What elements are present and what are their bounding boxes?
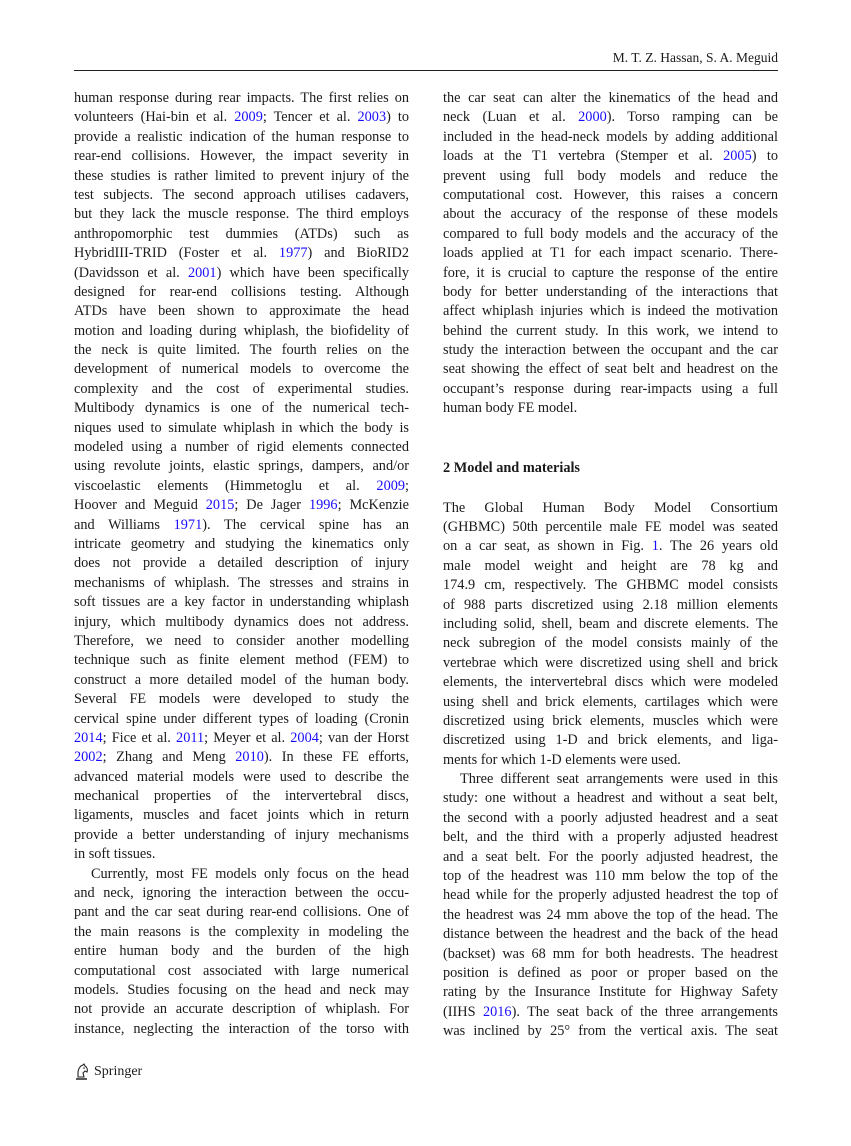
text-line: belt, and the third with a properly adjusted headrest — [443, 829, 778, 846]
text-line: human response during rear impacts. The first relies on — [74, 90, 409, 106]
text-line: of 988 parts discretized using 2.18 million elements — [443, 596, 778, 613]
text-line: ligaments, muscles and facet joints which in return — [74, 807, 409, 824]
citation-link[interactable]: 2004 — [290, 729, 319, 746]
text-line: (GHBMC) 50th percentile male FE model was seated — [443, 519, 778, 535]
citation-link[interactable]: 2005 — [723, 148, 752, 165]
text-line: behind the current study. In this work, we intend to — [443, 322, 778, 339]
text-line: male model weight and height are 78 kg and — [443, 557, 778, 574]
text-line: provide a realistic indication of the human response to — [74, 128, 409, 145]
citation-link[interactable]: 2000 — [578, 109, 607, 126]
text-line: test subjects. The second approach utilises cadavers, — [74, 186, 409, 203]
text-line: 2014; Fice et al. 2011; Meyer et al. 2004; van der Horst — [74, 729, 409, 746]
text-line: but they lack the muscle response. The third employs — [74, 206, 409, 223]
spacer — [443, 478, 778, 499]
text-line: cervical spine under different types of loading (Cronin — [74, 710, 409, 727]
text-line: modeled using a number of rigid elements connected — [74, 439, 409, 456]
text-line: volunteers (Hai-bin et al. 2009; Tencer et al. 2003) to — [74, 109, 409, 126]
publisher-name: Springer — [94, 1064, 143, 1079]
citation-link[interactable]: 1 — [651, 538, 659, 555]
citation-link[interactable]: 1996 — [308, 497, 338, 514]
text-line: included in the head-neck models by adding additional — [443, 128, 778, 145]
text-line: Several FE models were developed to study the — [74, 691, 409, 708]
citation-link[interactable]: 2014 — [74, 729, 103, 746]
text-line: study the interaction between the occupant and the car — [443, 342, 778, 359]
springer-knight-icon — [74, 1063, 90, 1081]
text-line: ATDs have been shown to approximate the head — [74, 303, 409, 320]
text-line: soft tissues are a key factor in understanding whiplash — [74, 594, 409, 611]
text-line: on a car seat, as shown in Fig. 1. The 26 years old — [443, 538, 778, 555]
text-line: including solid, shell, beam and discrete elements. The — [443, 615, 778, 632]
text-line: and Williams 1971). The cervical spine has an — [74, 516, 409, 533]
citation-link[interactable]: 2016 — [482, 1003, 512, 1020]
text-line: head while for the properly adjusted headrest the top of — [443, 887, 778, 904]
text-line: intricate geometry and studying the kinematics only — [74, 535, 409, 552]
text-line: advanced material models were used to describe the — [74, 768, 409, 785]
text-line: the neck is quite limited. The fourth relies on the — [74, 342, 409, 359]
header-rule — [74, 70, 778, 71]
text-line: study: one without a headrest and without a seat belt, — [443, 790, 778, 807]
text-line: discretized using 1-D and brick elements, and liga- — [443, 732, 778, 749]
text-line: Therefore, we need to consider another modelling — [74, 632, 409, 649]
text-line: discretized using brick elements, muscles which were — [443, 712, 778, 729]
text-line: entire human body and the burden of the high — [74, 943, 409, 960]
text-line: mechanical properties of the intervertebral discs, — [74, 788, 409, 805]
text-line: occupant’s response during rear-impacts using a full — [443, 380, 778, 397]
citation-link[interactable]: 2011 — [176, 729, 205, 746]
text-line: provide a better understanding of injury mechanisms — [74, 826, 409, 843]
text-line: neck (Luan et al. 2000). Torso ramping can be — [443, 109, 778, 126]
text-line: in soft tissues. — [74, 846, 156, 863]
right-column — [443, 89, 778, 1042]
citation-link[interactable]: 1977 — [278, 245, 308, 262]
text-line: niques used to simulate whiplash in which the body is — [74, 419, 409, 436]
text-line: computational cost. However, this raises a concern — [443, 186, 778, 203]
text-line: rating by the Insurance Institute for Highway Safety — [443, 984, 778, 1001]
text-line: The Global Human Body Model Consortium — [443, 499, 778, 516]
citation-link[interactable]: 2001 — [187, 264, 217, 281]
text-line: body for better understanding of the interactions that — [443, 283, 778, 300]
text-line: distance between the headrest and the back of the head — [443, 926, 778, 943]
text-line: position is defined as poor or proper based on the — [443, 964, 778, 981]
citation-link[interactable]: 2002 — [74, 749, 103, 766]
text-line: motion and loading during whiplash, the biofidelity of — [74, 322, 409, 339]
text-line: affect whiplash injuries which is indeed the motivation — [443, 303, 778, 320]
section-heading: 2 Model and materials — [443, 459, 581, 476]
text-line: (backset) was 68 mm for both headrests. The headrest — [443, 945, 778, 962]
text-line: not provide an accurate description of whiplash. For — [74, 1001, 409, 1018]
text-line: fore, it is crucial to capture the response of the entire — [443, 264, 778, 281]
text-line: Hoover and Meguid 2015; De Jager 1996; McKenzie — [74, 497, 409, 514]
text-line: injury, which multibody dynamics does not address. — [74, 613, 409, 630]
text-line: (Davidsson et al. 2001) which have been specifically — [74, 264, 409, 281]
text-line: complexity and the cost of experimental studies. — [74, 380, 409, 397]
text-line: human body FE model. — [443, 400, 578, 417]
text-line: Three different seat arrangements were used in this — [460, 771, 778, 788]
text-line: designed for rear-end collisions testing. Although — [74, 283, 409, 300]
text-line: these studies is rather limited to prevent injury of the — [74, 167, 409, 184]
text-line: loads applied at T1 for each impact scenario. There- — [443, 245, 778, 262]
paragraph — [443, 770, 778, 1041]
text-line: compared to full body models and the accuracy of the — [443, 225, 778, 242]
paragraph — [443, 89, 778, 419]
text-line: technique such as finite element method (FEM) to — [74, 652, 409, 669]
citation-link[interactable]: 2009 — [376, 477, 406, 494]
citation-link[interactable]: 1971 — [173, 516, 203, 533]
text-line: and neck, ignoring the interaction between the occu- — [74, 885, 409, 902]
text-line: using revolute joints, elastic springs, dampers, and/or — [74, 458, 409, 475]
left-column — [74, 89, 409, 1039]
text-line: rear-end collisions. However, the impact severity in — [74, 148, 409, 165]
text-line: HybridIII-TRID (Foster et al. 1977) and BioRID2 — [74, 245, 409, 262]
text-line: neck subregion of the model consists mainly of the — [443, 635, 778, 652]
text-line: prevent using full body models and reduce the — [443, 167, 778, 184]
citation-link[interactable]: 2015 — [205, 497, 235, 514]
text-line: does not provide a detailed description of injury — [74, 555, 409, 572]
text-line: about the accuracy of the response of these models — [443, 206, 778, 223]
text-line: the headrest was 24 mm above the top of the head. The — [443, 906, 778, 923]
footer — [74, 1063, 142, 1081]
text-line: the main reasons is the complexity in modeling the — [74, 923, 409, 940]
text-line: Multibody dynamics is one of the numerical tech- — [74, 400, 409, 417]
text-line: vertebrae which were discretized using shell and brick — [443, 654, 778, 671]
text-line: 174.9 cm, respectively. The GHBMC model consists — [443, 577, 778, 594]
text-line: the car seat can alter the kinematics of the head and — [443, 90, 778, 106]
paragraph — [443, 499, 778, 770]
text-line: development of numerical models to overcome the — [74, 361, 409, 378]
text-line: 2002; Zhang and Meng 2010). In these FE efforts, — [74, 749, 409, 766]
spacer — [443, 419, 778, 438]
text-line: elements, the intervertebral discs which were modeled — [443, 674, 778, 691]
text-line: was inclined by 25° from the vertical axis. The seat — [443, 1023, 778, 1040]
text-line: construct a more detailed model of the human body. — [74, 671, 409, 688]
text-line: the second with a poorly adjusted headrest and a seat — [443, 809, 778, 826]
text-line: pant and the car seat during rear-end collisions. One of — [74, 904, 409, 921]
text-line: loads at the T1 vertebra (Stemper et al. 2005) to — [443, 148, 778, 165]
text-line: top of the headrest was 110 mm below the top of the — [443, 868, 778, 885]
text-line: anthropomorphic test dummies (ATDs) such as — [74, 225, 409, 242]
citation-link[interactable]: 2009 — [234, 109, 263, 126]
paragraph — [74, 865, 409, 1040]
text-line: Currently, most FE models only focus on the head — [91, 865, 409, 882]
text-line: seat showing the effect of seat belt and headrest on the — [443, 361, 778, 378]
paragraph — [74, 89, 409, 865]
text-line: ments for which 1-D elements were used. — [443, 751, 681, 768]
text-line: models. Studies focusing on the head and neck may — [74, 981, 409, 998]
text-line: instance, neglecting the interaction of the torso with — [74, 1020, 409, 1037]
text-line: mechanisms of whiplash. The stresses and strains in — [74, 574, 409, 591]
spacer — [443, 438, 778, 459]
text-line: (IIHS 2016). The seat back of the three arrangements — [443, 1003, 778, 1020]
citation-link[interactable]: 2003 — [357, 109, 387, 126]
text-line: using shell and brick elements, cartilages which were — [443, 693, 778, 710]
text-line: computational cost associated with large numerical — [74, 962, 409, 979]
running-head: M. T. Z. Hassan, S. A. Meguid — [612, 50, 778, 65]
citation-link[interactable]: 2010 — [235, 749, 264, 766]
text-line: and a seat belt. For the poorly adjusted headrest, the — [443, 848, 778, 865]
text-line: viscoelastic elements (Himmetoglu et al. 2009; — [74, 477, 409, 494]
